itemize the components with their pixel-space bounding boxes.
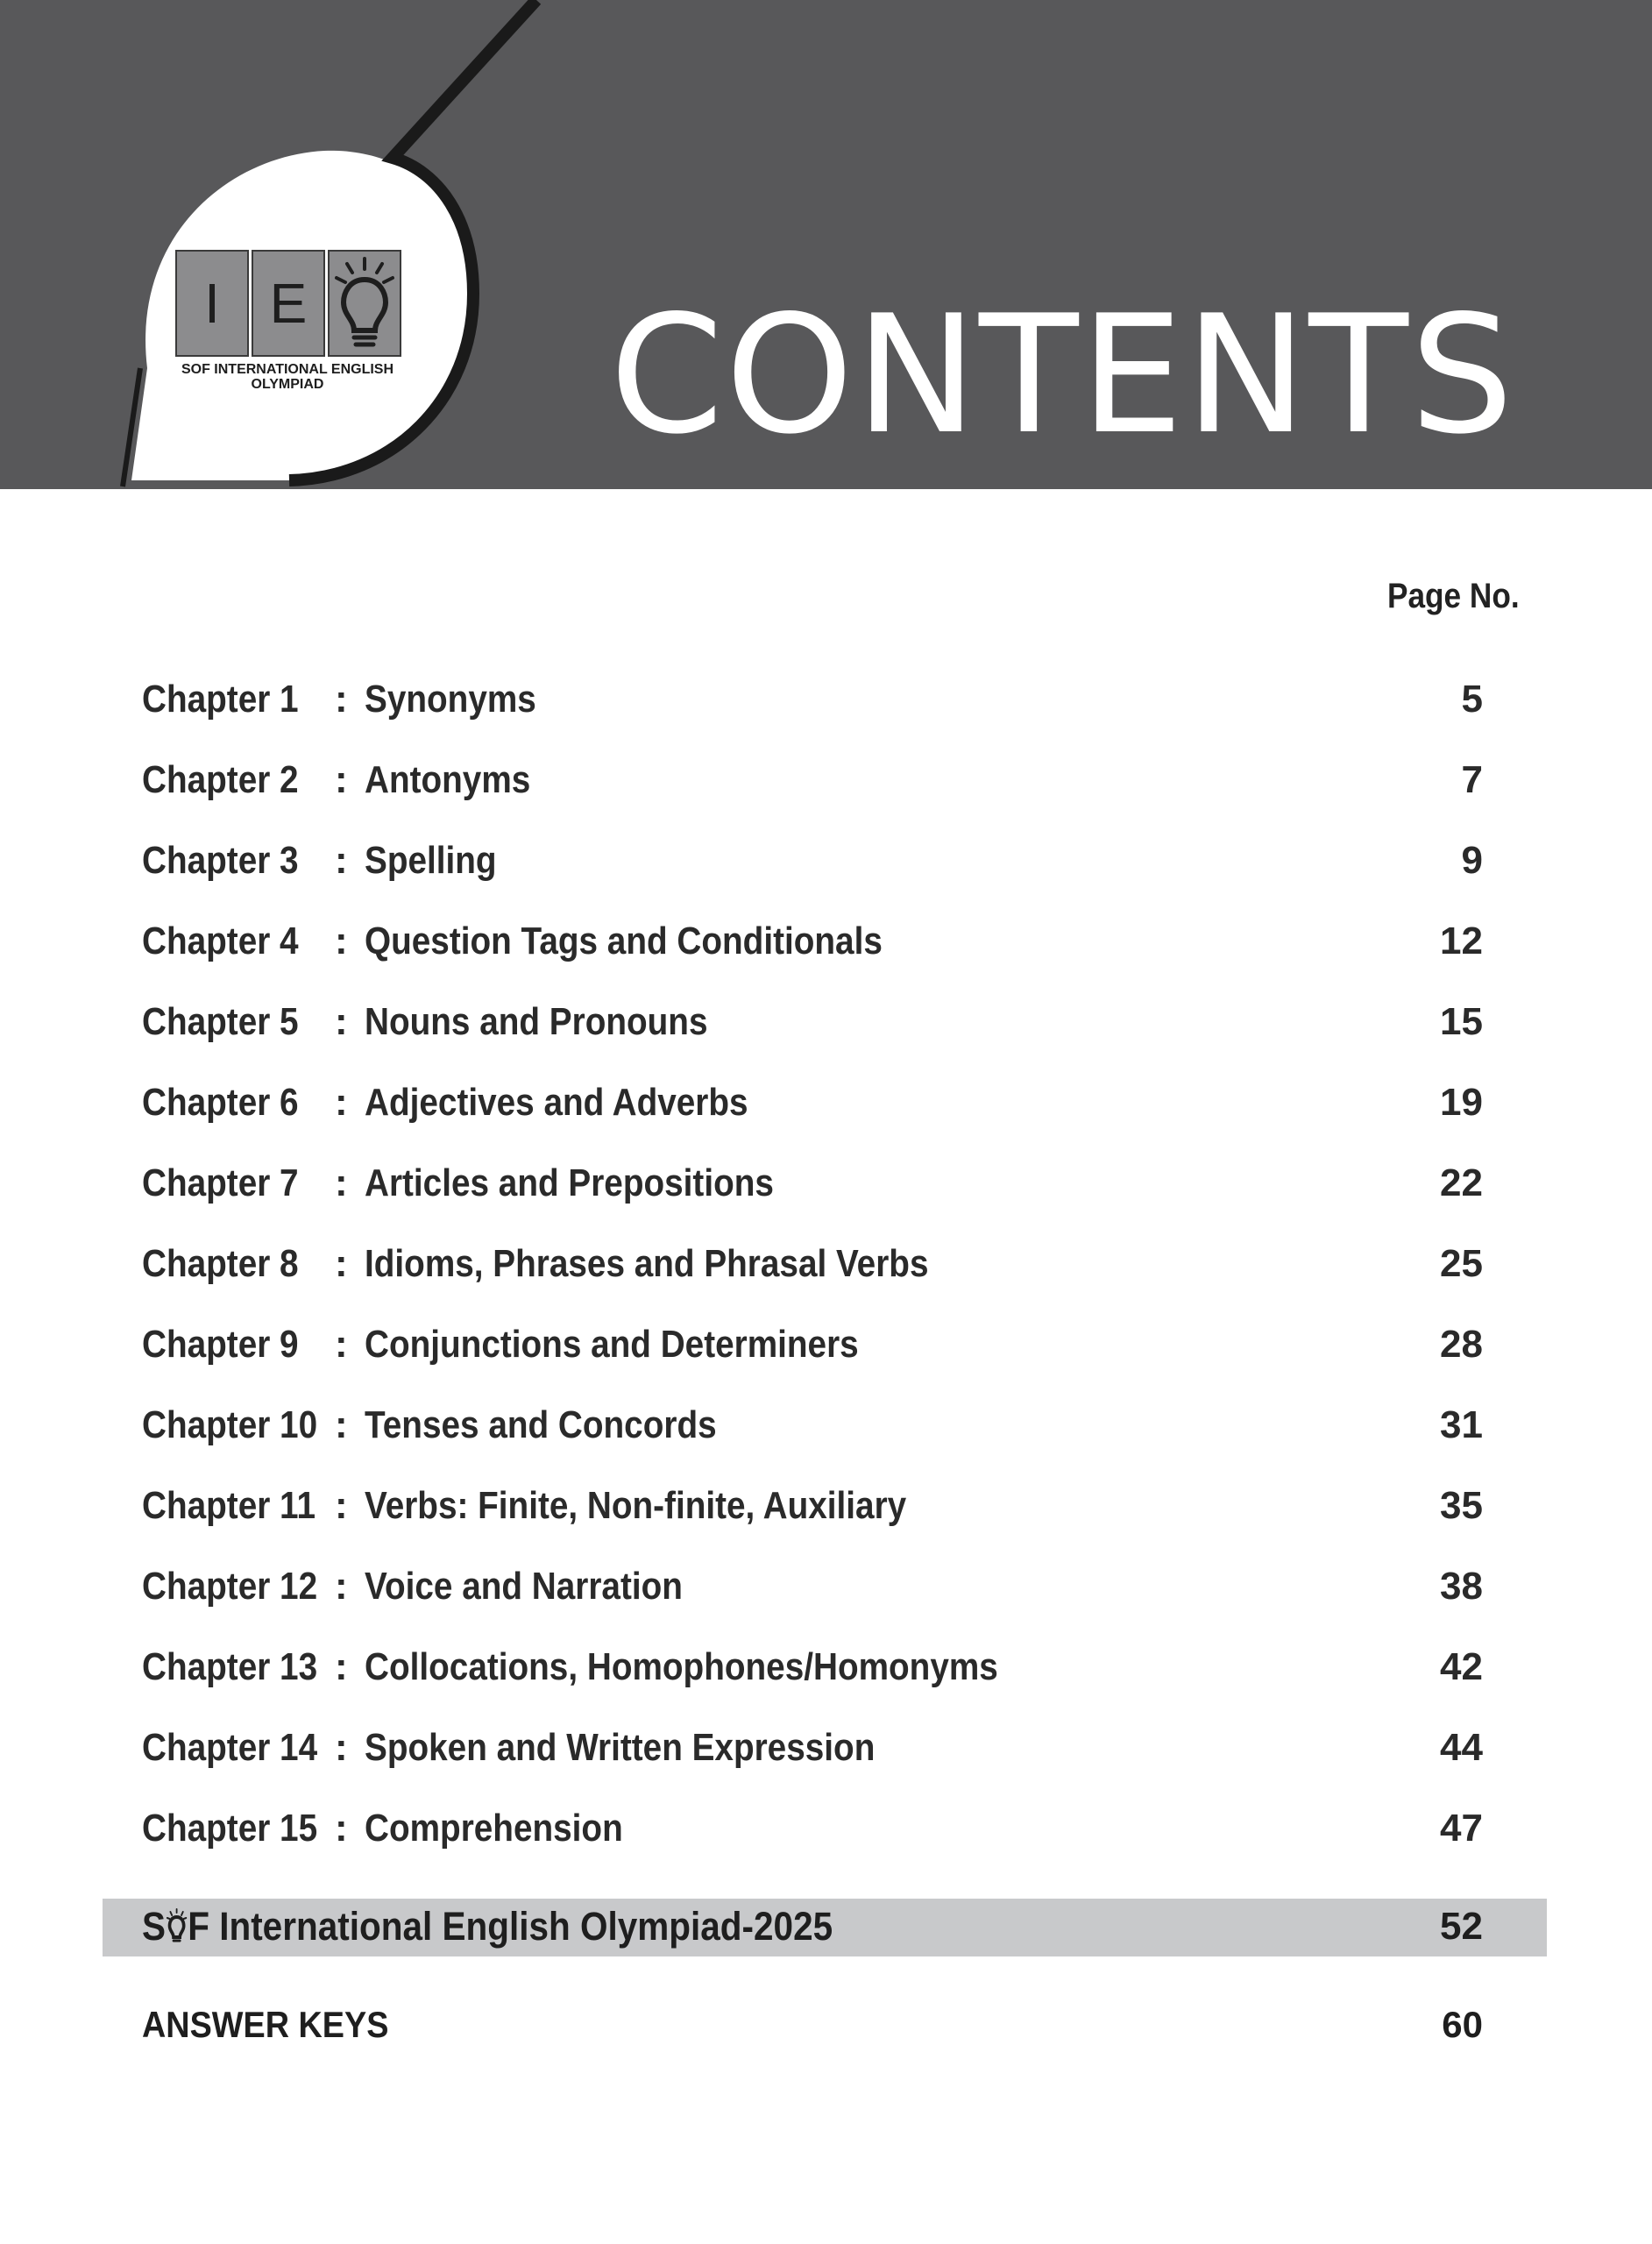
toc-row-chapter-6[interactable] [142,1078,1483,1159]
toc-row-chapter-11[interactable] [142,1481,1483,1562]
page-title: CONTENTS [609,280,1515,470]
toc-row-separator: : [335,1565,348,1608]
lightbulb-icon [328,250,401,357]
toc-row-chapter-3[interactable] [142,836,1483,917]
toc-row-chapter-1[interactable] [142,675,1483,756]
toc-row-page: 7 [1461,758,1483,801]
toc-row-chapter-9[interactable] [142,1320,1483,1401]
toc-row-title: Antonyms [365,758,531,801]
toc-row-chapter-2[interactable] [142,756,1483,836]
toc-row-chapter-label: Chapter 14 [142,1726,318,1769]
olympiad-title-prefix: S [142,1904,167,1949]
toc-row-title: Synonyms [365,678,536,721]
toc-row-chapter-label: Chapter 5 [142,1000,299,1043]
toc-row-title: Comprehension [365,1807,623,1850]
toc-row-separator: : [335,839,348,882]
page-no-header: Page No. [1387,577,1520,615]
toc-row-separator: : [335,1645,348,1688]
toc-row-chapter-label: Chapter 2 [142,758,299,801]
toc-row-title: Articles and Prepositions [365,1161,774,1204]
toc-row-page: 22 [1440,1161,1483,1204]
toc-row-separator: : [335,1726,348,1769]
toc-row-answer-keys[interactable] [142,2000,1483,2053]
toc-row-page: 60 [1442,2004,1483,2045]
toc-row-chapter-label: Chapter 12 [142,1565,318,1608]
toc-row-page: 28 [1440,1323,1483,1366]
toc-row-title: Voice and Narration [365,1565,683,1608]
toc-row-page: 9 [1461,839,1483,882]
toc-row-title: Nouns and Pronouns [365,1000,708,1043]
toc-row-separator: : [335,1242,348,1285]
toc-row-olympiad[interactable] [103,1899,1547,1956]
toc-row-chapter-10[interactable] [142,1401,1483,1481]
toc-row-chapter-4[interactable] [142,917,1483,998]
toc-row-title [142,1902,833,1951]
logo-caption-line-1: SOF INTERNATIONAL ENGLISH [181,362,394,377]
logo-caption-line-2: OLYMPIAD [251,377,324,392]
toc-list [142,675,1483,1885]
toc-row-separator: : [335,1484,348,1527]
olympiad-title-suffix: F International English Olympiad-2025 [188,1904,833,1949]
toc-row-title: Idioms, Phrases and Phrasal Verbs [365,1242,929,1285]
toc-row-page: 31 [1440,1403,1483,1446]
toc-row-page: 5 [1461,678,1483,721]
toc-row-chapter-label: Chapter 11 [142,1484,316,1527]
toc-row-chapter-14[interactable] [142,1723,1483,1804]
toc-row-chapter-label: Chapter 1 [142,678,299,721]
lightbulb-icon [167,1908,187,1943]
toc-row-separator: : [335,1161,348,1204]
logo-letter-e: E [252,250,325,357]
toc-row-title: ANSWER KEYS [142,2004,389,2045]
toc-row-chapter-8[interactable] [142,1239,1483,1320]
toc-row-chapter-label: Chapter 9 [142,1323,299,1366]
toc-row-title: Collocations, Homophones/Homonyms [365,1645,998,1688]
toc-row-page: 12 [1440,920,1483,962]
toc-row-chapter-7[interactable] [142,1159,1483,1239]
toc-row-chapter-label: Chapter 3 [142,839,299,882]
toc-row-separator: : [335,1081,348,1124]
toc-row-title: Spoken and Written Expression [365,1726,876,1769]
toc-row-page: 19 [1440,1081,1483,1124]
toc-row-page: 38 [1440,1565,1483,1608]
toc-row-separator: : [335,1403,348,1446]
toc-row-chapter-label: Chapter 15 [142,1807,318,1850]
toc-row-title: Verbs: Finite, Non-finite, Auxiliary [365,1484,907,1527]
ieo-logo [175,250,412,408]
header-band [0,0,1652,489]
toc-row-chapter-label: Chapter 6 [142,1081,299,1124]
toc-row-separator: : [335,1323,348,1366]
toc-row-separator: : [335,1000,348,1043]
toc-row-page: 35 [1440,1484,1483,1527]
toc-row-title: Tenses and Concords [365,1403,717,1446]
toc-row-separator: : [335,920,348,962]
toc-row-title: Spelling [365,839,497,882]
toc-row-chapter-15[interactable] [142,1804,1483,1885]
toc-row-chapter-label: Chapter 8 [142,1242,299,1285]
toc-row-title: Question Tags and Conditionals [365,920,883,962]
toc-row-chapter-label: Chapter 4 [142,920,299,962]
logo-letter-i: I [175,250,249,357]
toc-row-chapter-label: Chapter 13 [142,1645,318,1688]
toc-row-page: 42 [1440,1645,1483,1688]
logo-caption [175,362,400,392]
toc-row-chapter-5[interactable] [142,998,1483,1078]
toc-row-page: 25 [1440,1242,1483,1285]
toc-row-chapter-12[interactable] [142,1562,1483,1643]
toc-row-page: 44 [1440,1726,1483,1769]
toc-row-separator: : [335,758,348,801]
toc-row-separator: : [335,1807,348,1850]
toc-row-separator: : [335,678,348,721]
toc-row-page: 15 [1440,1000,1483,1043]
toc-row-page: 52 [1440,1905,1483,1948]
toc-row-chapter-label: Chapter 7 [142,1161,299,1204]
toc-row-title: Adjectives and Adverbs [365,1081,748,1124]
toc-row-chapter-label: Chapter 10 [142,1403,318,1446]
toc-row-page: 47 [1440,1807,1483,1850]
toc-row-title: Conjunctions and Determiners [365,1323,859,1366]
toc-row-chapter-13[interactable] [142,1643,1483,1723]
